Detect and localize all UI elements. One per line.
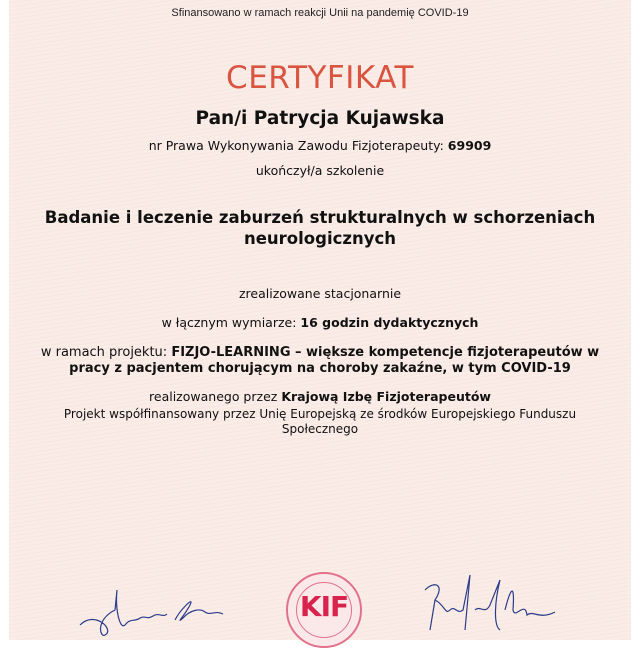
- certificate-sheet: [9, 0, 631, 640]
- project-line: [9, 345, 631, 377]
- signature-left-icon: [75, 580, 235, 640]
- certificate-title: CERTYFIKAT: [226, 60, 414, 96]
- project-name: FIZJO-LEARNING – większe kompetencje fizjoterapeutów w pracy z pacjentem chorującym na choroby zakaźne, w tym COVID-19: [69, 345, 600, 376]
- duration-line: [9, 315, 631, 330]
- funding-note: Sfinansowano w ramach reakcji Unii na pandemię COVID-19: [171, 7, 469, 19]
- organizer-label: realizowanego przez: [149, 389, 278, 404]
- signature-right-icon: [415, 570, 565, 640]
- organizer-name: Krajową Izbę Fizjoterapeutów: [281, 389, 491, 404]
- completed-text: ukończył/a szkolenie: [255, 163, 385, 178]
- recipient-name: Pan/i Patrycja Kujawska: [195, 108, 445, 129]
- cofinancing-note: Projekt współfinansowany przez Unię Europejską ze środków Europejskiego Funduszu Społecznego: [63, 407, 577, 436]
- kif-logo: KIF: [299, 590, 349, 623]
- course-title: Badanie i leczenie zaburzeń strukturalnych w schorzeniach neurologicznych: [44, 208, 596, 248]
- project-label: w ramach projektu:: [40, 345, 168, 360]
- duration-label: w łącznym wymiarze:: [161, 315, 297, 330]
- organizer-line: [9, 389, 631, 404]
- license-number: 69909: [447, 138, 492, 153]
- kif-seal: [286, 572, 362, 648]
- duration-value: 16 godzin dydaktycznych: [300, 315, 479, 330]
- license-label: nr Prawa Wykonywania Zawodu Fizjoterapeuty:: [148, 138, 444, 153]
- license-line: [9, 138, 631, 153]
- course-mode: zrealizowane stacjonarnie: [238, 286, 402, 301]
